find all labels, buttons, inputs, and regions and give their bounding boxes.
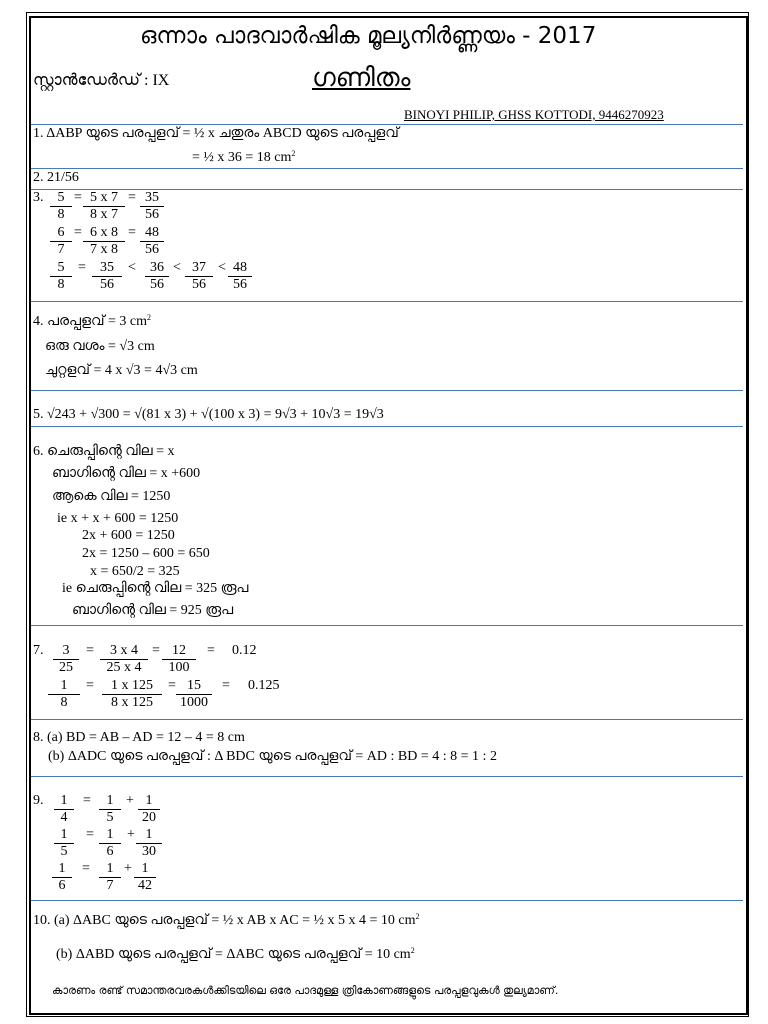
less-than: < [173, 260, 181, 275]
equals: = [83, 793, 91, 808]
fraction: $\frac{1}{20}$ [138, 793, 160, 826]
fraction: $\frac{5 x 7}{8 x 7}$ [83, 190, 125, 223]
plus: + [126, 793, 134, 808]
fraction: $\frac{1}{8}$ [48, 678, 80, 711]
q6-line: ബാഗിന്റെ വില = x +600 [52, 466, 201, 481]
q4-line2: ഒരു വശം = √3 cm [45, 339, 155, 354]
decimal-result: 0.12 [232, 643, 257, 658]
fraction: $\frac{35}{56}$ [140, 190, 164, 223]
q6-line: 6. ചെരുപ്പിന്റെ വില = x [33, 444, 175, 459]
equals: = [207, 643, 215, 658]
divider [31, 625, 743, 626]
fraction: $\frac{6 x 8}{7 x 8}$ [83, 225, 125, 258]
equals: = [86, 678, 94, 693]
fraction: $\frac{1 x 125}{8 x 125}$ [102, 678, 162, 711]
equals: = [74, 225, 82, 240]
q4-line1: 4. പരപ്പളവ് = 3 $cm^2$ [33, 313, 152, 329]
q6-line: ബാഗിന്റെ വില = 925 രൂപ [72, 603, 234, 618]
equals: = [74, 190, 82, 205]
decimal-result: 0.125 [248, 678, 280, 693]
divider [31, 776, 743, 777]
q3-number: 3. [33, 190, 44, 205]
fraction: $\frac{15}{1000}$ [176, 678, 212, 711]
fraction: $\frac{36}{56}$ [145, 260, 169, 293]
fraction: $\frac{3}{25}$ [53, 643, 79, 676]
divider [31, 390, 743, 391]
equals: = [128, 225, 136, 240]
subject-title: ഗണിതം [312, 63, 411, 93]
divider [31, 426, 743, 427]
q6-line: ആകെ വില = 1250 [52, 489, 171, 504]
equals: = [168, 678, 176, 693]
fraction: $\frac{5}{8}$ [50, 260, 72, 293]
q6-line: 2x = 1250 – 600 = 650 [82, 546, 210, 561]
equals: = [78, 260, 86, 275]
fraction: $\frac{1}{5}$ [54, 827, 74, 860]
fraction: $\frac{6}{7}$ [50, 225, 72, 258]
q6-line: ie x + x + 600 = 1250 [57, 511, 179, 526]
q6-line: 2x + 600 = 1250 [82, 528, 175, 543]
fraction: $\frac{12}{100}$ [162, 643, 196, 676]
fraction: $\frac{1}{5}$ [99, 793, 121, 826]
q6-line: ie ചെരുപ്പിന്റെ വില = 325 രൂപ [62, 581, 249, 596]
fraction: $\frac{48}{56}$ [228, 260, 252, 293]
q4-line3: ചുറ്റളവ് = 4 x √3 = 4√3 cm [45, 363, 198, 378]
equals: = [222, 678, 230, 693]
fraction: $\frac{37}{56}$ [185, 260, 213, 293]
q5-line1: 5. √243 + √300 = √(81 x 3) + √(100 x 3) = 9√3 + 10√3 = 19√3 [33, 407, 384, 422]
fraction: $\frac{3 x 4}{25 x 4}$ [100, 643, 148, 676]
q7-number: 7. [33, 643, 44, 658]
fraction: $\frac{35}{56}$ [92, 260, 122, 293]
fraction: $\frac{1}{7}$ [99, 861, 121, 894]
standard-label: സ്റ്റാൻഡേർഡ് : IX [33, 72, 170, 89]
fraction: $\frac{1}{6}$ [52, 861, 72, 894]
author-line: BINOYI PHILIP, GHSS KOTTODI, 9446270923 [404, 107, 664, 122]
less-than: < [218, 260, 226, 275]
exam-title: ഒന്നാം പാദവാർഷിക മൂല്യനിർണ്ണയം - 2017 [140, 23, 597, 49]
equals: = [152, 643, 160, 658]
fraction: $\frac{1}{30}$ [136, 827, 162, 860]
equals: = [86, 643, 94, 658]
fraction: $\frac{1}{42}$ [134, 861, 156, 894]
equals: = [128, 190, 136, 205]
q10-line1: 10. (a) ΔABC യുടെ പരപ്പളവ് = ½ x AB x AC = ½ x 5 x 4 = 10 $cm^2$ [33, 912, 420, 928]
fraction: $\frac{1}{4}$ [54, 793, 74, 826]
divider [31, 900, 743, 901]
fraction: $\frac{5}{8}$ [50, 190, 72, 223]
equals: = [86, 827, 94, 842]
q6-line: x = 650/2 = 325 [90, 564, 180, 579]
plus: + [124, 861, 132, 876]
divider [31, 168, 743, 169]
q8-line1: 8. (a) BD = AB – AD = 12 – 4 = 8 cm [33, 730, 245, 745]
fraction: $\frac{48}{56}$ [140, 225, 164, 258]
q10-line3: കാരണം രണ്ട് സമാന്തരവരകൾക്കിടയിലെ ഒരേ പാദമുള്ള ത്രികോണങ്ങളുടെ പരപ്പളവുകൾ തുല്യമാണ്. [52, 984, 559, 997]
equals: = [82, 861, 90, 876]
divider [31, 301, 743, 302]
q8-line2: (b) ΔADC യുടെ പരപ്പളവ് : Δ BDC യുടെ പരപ്പളവ് = AD : BD = 4 : 8 = 1 : 2 [48, 749, 497, 764]
q1-line2: = ½ x 36 = 18 $cm^2$ [192, 149, 296, 165]
divider [31, 189, 743, 190]
plus: + [127, 827, 135, 842]
q10-line2: (b) ΔABD യുടെ പരപ്പളവ് = ΔABC യുടെ പരപ്പളവ് = 10 $cm^2$ [56, 946, 415, 962]
q2-answer: 2. 21/56 [33, 170, 79, 185]
q9-number: 9. [33, 793, 44, 808]
fraction: $\frac{1}{6}$ [99, 827, 121, 860]
q1-line1: 1. ΔABP യുടെ പരപ്പളവ് = ½ x ചതുരം ABCD യുടെ പരപ്പളവ് [33, 126, 399, 141]
less-than: < [128, 260, 136, 275]
divider [31, 124, 743, 125]
divider [31, 719, 743, 720]
